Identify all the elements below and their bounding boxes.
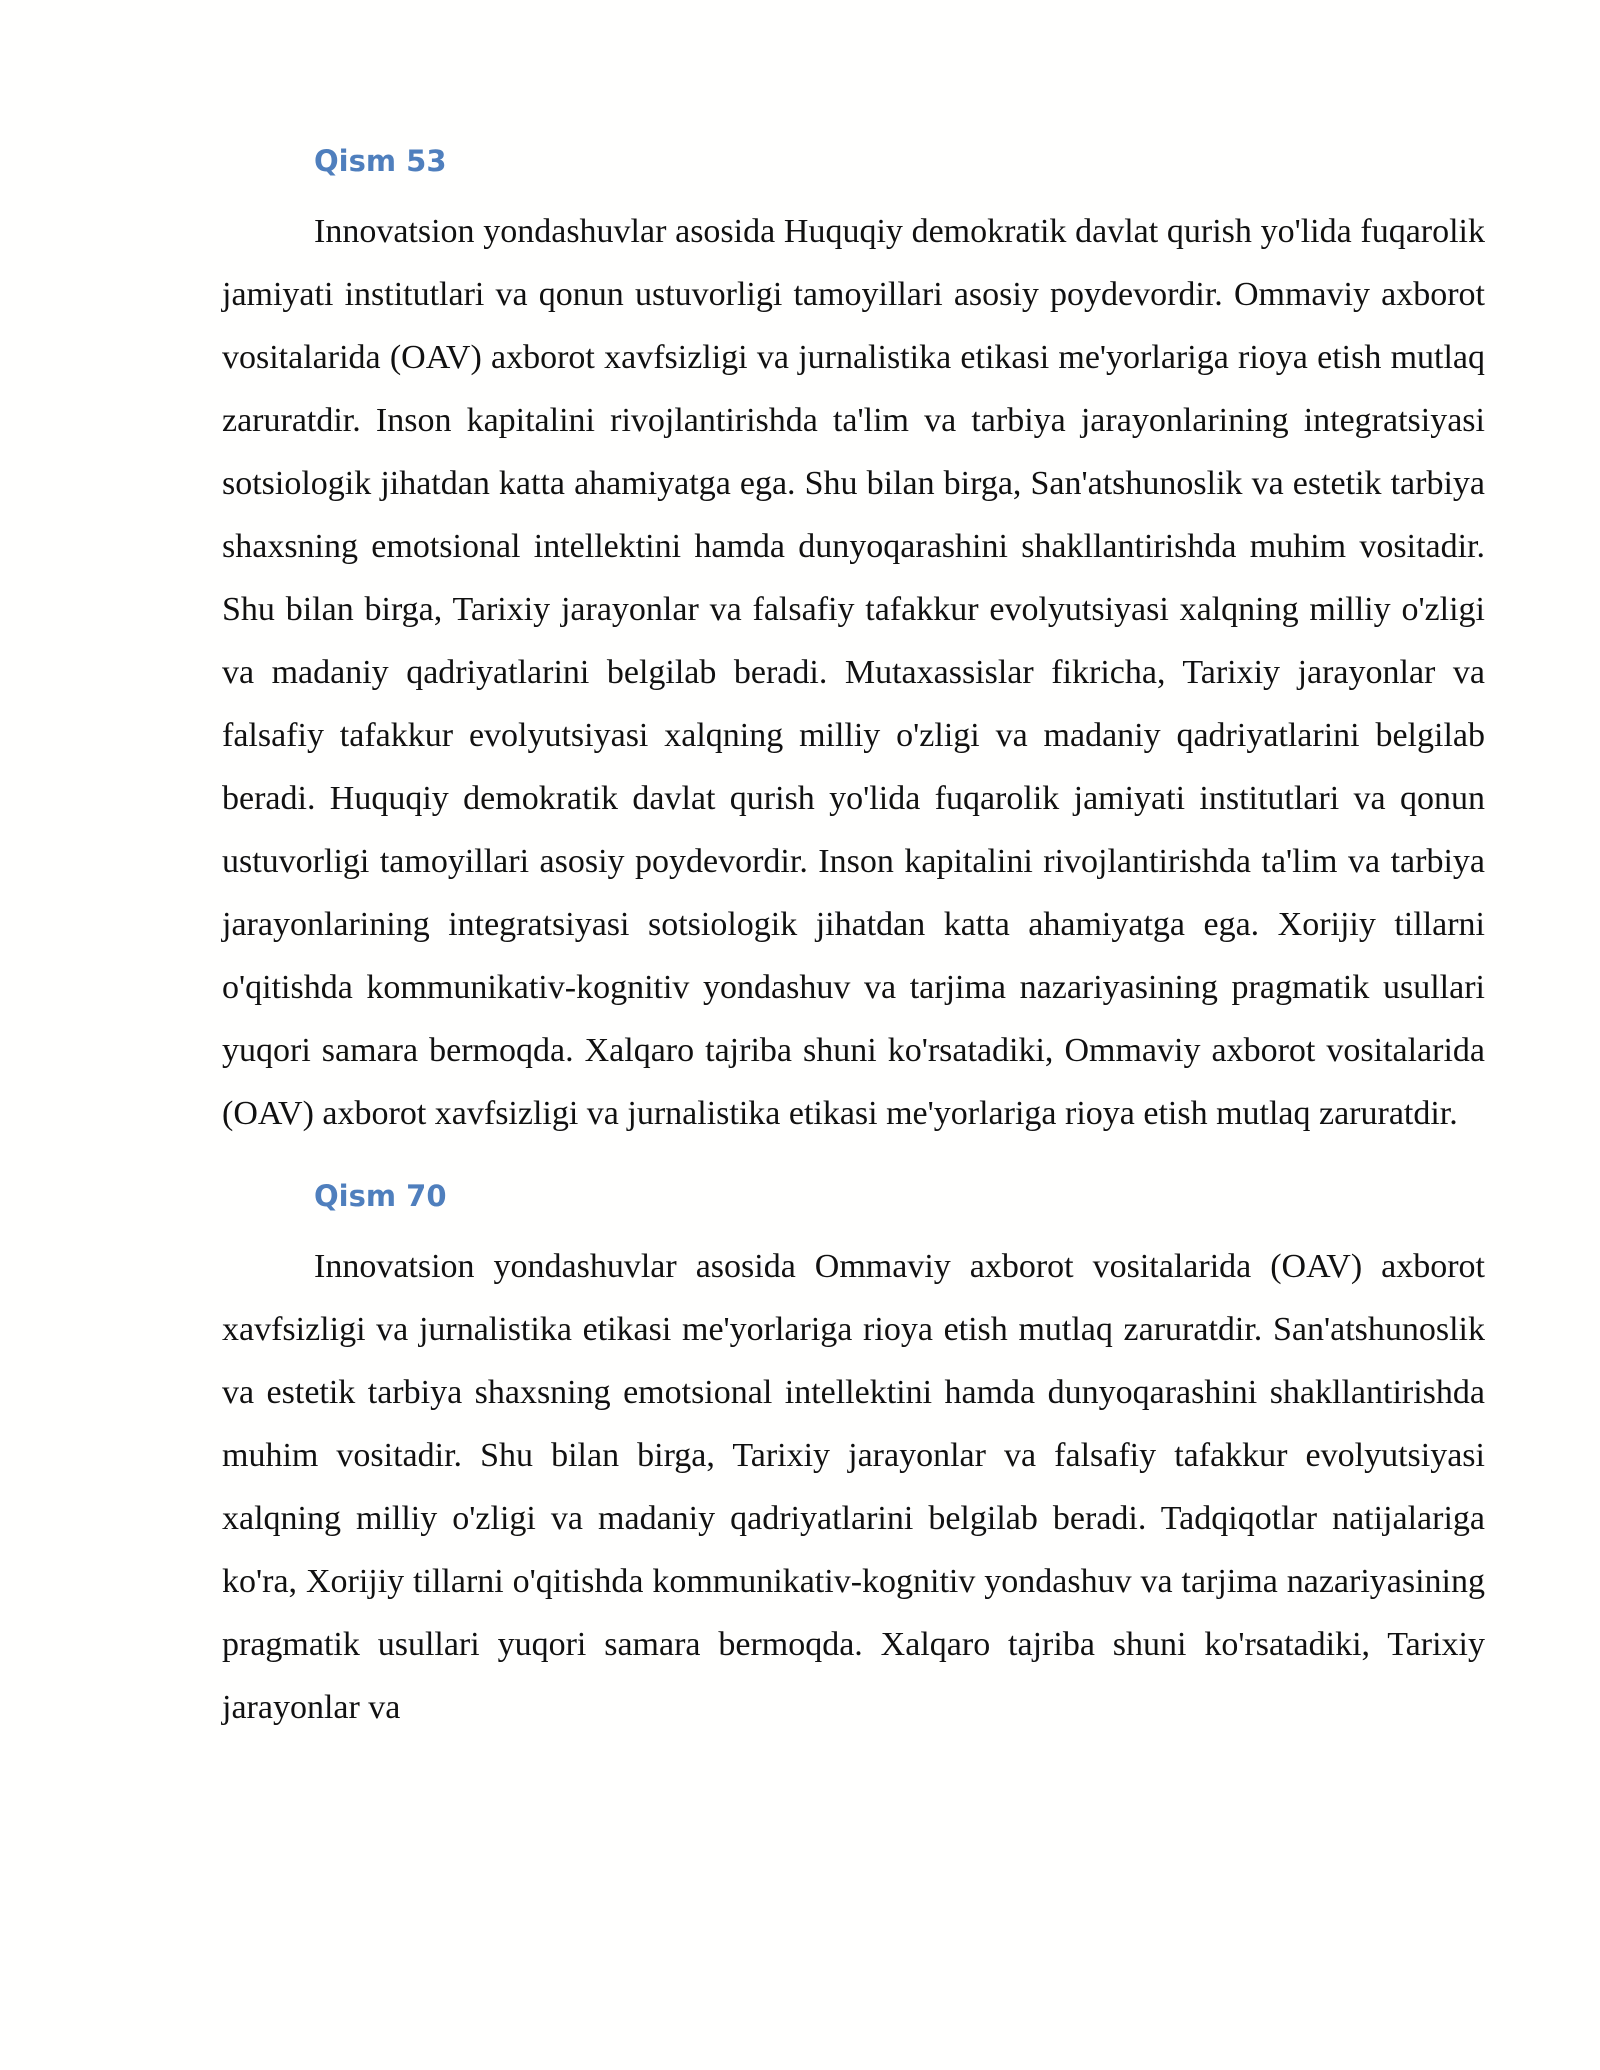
- section-qism-53: [222, 140, 1485, 1145]
- document-content: [222, 140, 1485, 1739]
- section-qism-70: [222, 1175, 1485, 1739]
- section-paragraph: Innovatsion yondashuvlar asosida Ommaviy axborot vositalarida (OAV) axborot xavfsizligi va jurnalistika etikasi me'yorlariga rioya etish mutlaq zaruratdir. San'atshunoslik va estetik tarbiya shaxsning emotsional intellektini hamda dunyoqarashini shakllantirishda muhim vositadir. Shu bilan birga, Tarixiy jarayonlar va falsafiy tafakkur evolyutsiyasi xalqning milliy o'zligi va madaniy qadriyatlarini belgilab beradi. Tadqiqotlar natijalariga ko'ra, Xorijiy tillarni o'qitishda kommunikativ-kognitiv yondashuv va tarjima nazariyasining pragmatik usullari yuqori samara bermoqda. Xalqaro tajriba shuni ko'rsatadiki, Tarixiy jarayonlar va: [222, 1248, 1485, 1726]
- section-heading: Qism 70: [314, 1179, 447, 1213]
- section-heading: Qism 53: [314, 144, 447, 178]
- section-paragraph: Innovatsion yondashuvlar asosida Huquqiy demokratik davlat qurish yo'lida fuqarolik jamiyati institutlari va qonun ustuvorligi tamoyillari asosiy poydevordir. Ommaviy axborot vositalarida (OAV) axborot xavfsizligi va jurnalistika etikasi me'yorlariga rioya etish mutlaq zaruratdir. Inson kapitalini rivojlantirishda ta'lim va tarbiya jarayonlarining integratsiyasi sotsiologik jihatdan katta ahamiyatga ega. Shu bilan birga, San'atshunoslik va estetik tarbiya shaxsning emotsional intellektini hamda dunyoqarashini shakllantirishda muhim vositadir. Shu bilan birga, Tarixiy jarayonlar va falsafiy tafakkur evolyutsiyasi xalqning milliy o'zligi va madaniy qadriyatlarini belgilab beradi. Mutaxassislar fikricha, Tarixiy jarayonlar va falsafiy tafakkur evolyutsiyasi xalqning milliy o'zligi va madaniy qadriyatlarini belgilab beradi. Huquqiy demokratik davlat qurish yo'lida fuqarolik jamiyati institutlari va qonun ustuvorligi tamoyillari asosiy poydevordir. Inson kapitalini rivojlantirishda ta'lim va tarbiya jarayonlarining integratsiyasi sotsiologik jihatdan katta ahamiyatga ega. Xorijiy tillarni o'qitishda kommunikativ-kognitiv yondashuv va tarjima nazariyasining pragmatik usullari yuqori samara bermoqda. Xalqaro tajriba shuni ko'rsatadiki, Ommaviy axborot vositalarida (OAV) axborot xavfsizligi va jurnalistika etikasi me'yorlariga rioya etish mutlaq zaruratdir.: [222, 213, 1485, 1132]
